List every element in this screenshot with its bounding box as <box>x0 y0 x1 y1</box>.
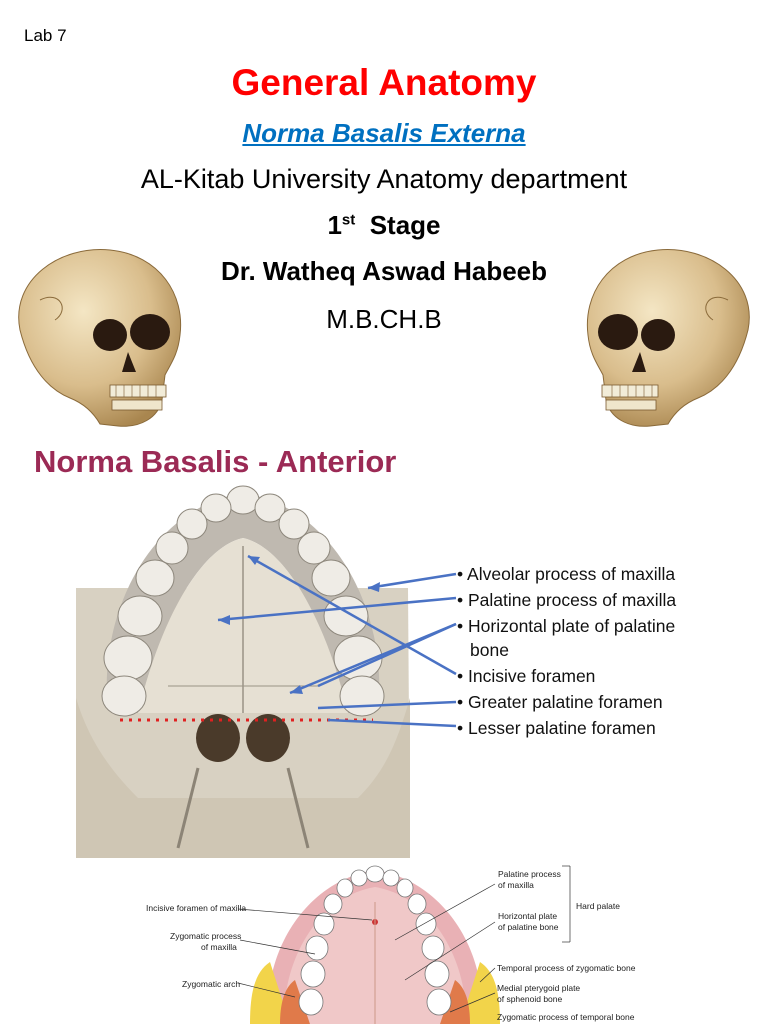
label-horizontal-plate: • Horizontal plate of palatine <box>457 616 676 636</box>
doctor-name: Dr. Watheq Aswad Habeeb <box>220 256 548 286</box>
page-title: General Anatomy <box>231 62 537 103</box>
label-incisive-text: Incisive foramen <box>468 666 596 686</box>
diag-label-zygomatic-arch: Zygomatic arch <box>182 979 241 989</box>
label-alveolar-process: • Alveolar process of maxilla <box>457 564 676 584</box>
diag-label-zygomatic-process: Zygomatic process <box>170 931 242 941</box>
diag-label-palatine-process-cont: of maxilla <box>498 880 534 890</box>
label-palatine-process: • Palatine process of maxilla <box>457 590 677 610</box>
diag-label-medial-pterygoid: Medial pterygoid plate <box>497 983 581 993</box>
label-incisive-foramen: • Incisive foramen <box>457 666 596 686</box>
figure-title: Norma Basalis - Anterior <box>34 444 397 479</box>
label-horizontal-text: Horizontal plate of palatine <box>468 616 676 636</box>
label-greater-text: Greater palatine foramen <box>468 692 663 712</box>
diag-label-hard-palate: Hard palate <box>576 901 620 911</box>
label-greater-palatine: • Greater palatine foramen <box>457 692 663 712</box>
label-palatine-text: Palatine process of maxilla <box>468 590 677 610</box>
diag-label-zygomatic-temporal: Zygomatic process of temporal bone <box>497 1012 635 1022</box>
label-lesser-text: Lesser palatine foramen <box>468 718 656 738</box>
skull-right-image <box>582 240 768 430</box>
diag-label-horizontal-plate: Horizontal plate <box>498 911 558 921</box>
label-lesser-palatine: • Lesser palatine foramen <box>457 718 656 738</box>
stage-suffix: st <box>341 211 356 229</box>
diag-label-incisive: Incisive foramen of maxilla <box>146 903 247 913</box>
diag-label-medial-pterygoid-cont: of sphenoid bone <box>497 994 563 1004</box>
doctor-degree: M.B.CH.B <box>326 304 442 334</box>
diag-label-temporal-process: Temporal process of zygomatic bone <box>497 963 636 973</box>
palate-photo <box>28 438 744 858</box>
stage-number: 1 <box>327 210 342 240</box>
lab-number: Lab 7 <box>24 26 67 45</box>
university-line: AL-Kitab University Anatomy department <box>140 164 628 194</box>
stage-word: Stage <box>369 210 441 240</box>
page-subtitle <box>0 118 768 149</box>
label-horizontal-plate-cont: bone <box>470 640 509 660</box>
stage-line <box>0 210 768 241</box>
diag-label-horizontal-plate-cont: of palatine bone <box>498 922 559 932</box>
subtitle-text: Norma Basalis Externa <box>242 118 526 148</box>
diag-label-palatine-process: Palatine process <box>498 869 561 879</box>
diag-label-zygomatic-process-cont: of maxilla <box>201 942 237 952</box>
skull-left-image <box>0 240 186 430</box>
label-alveolar-text: Alveolar process of maxilla <box>467 564 676 584</box>
